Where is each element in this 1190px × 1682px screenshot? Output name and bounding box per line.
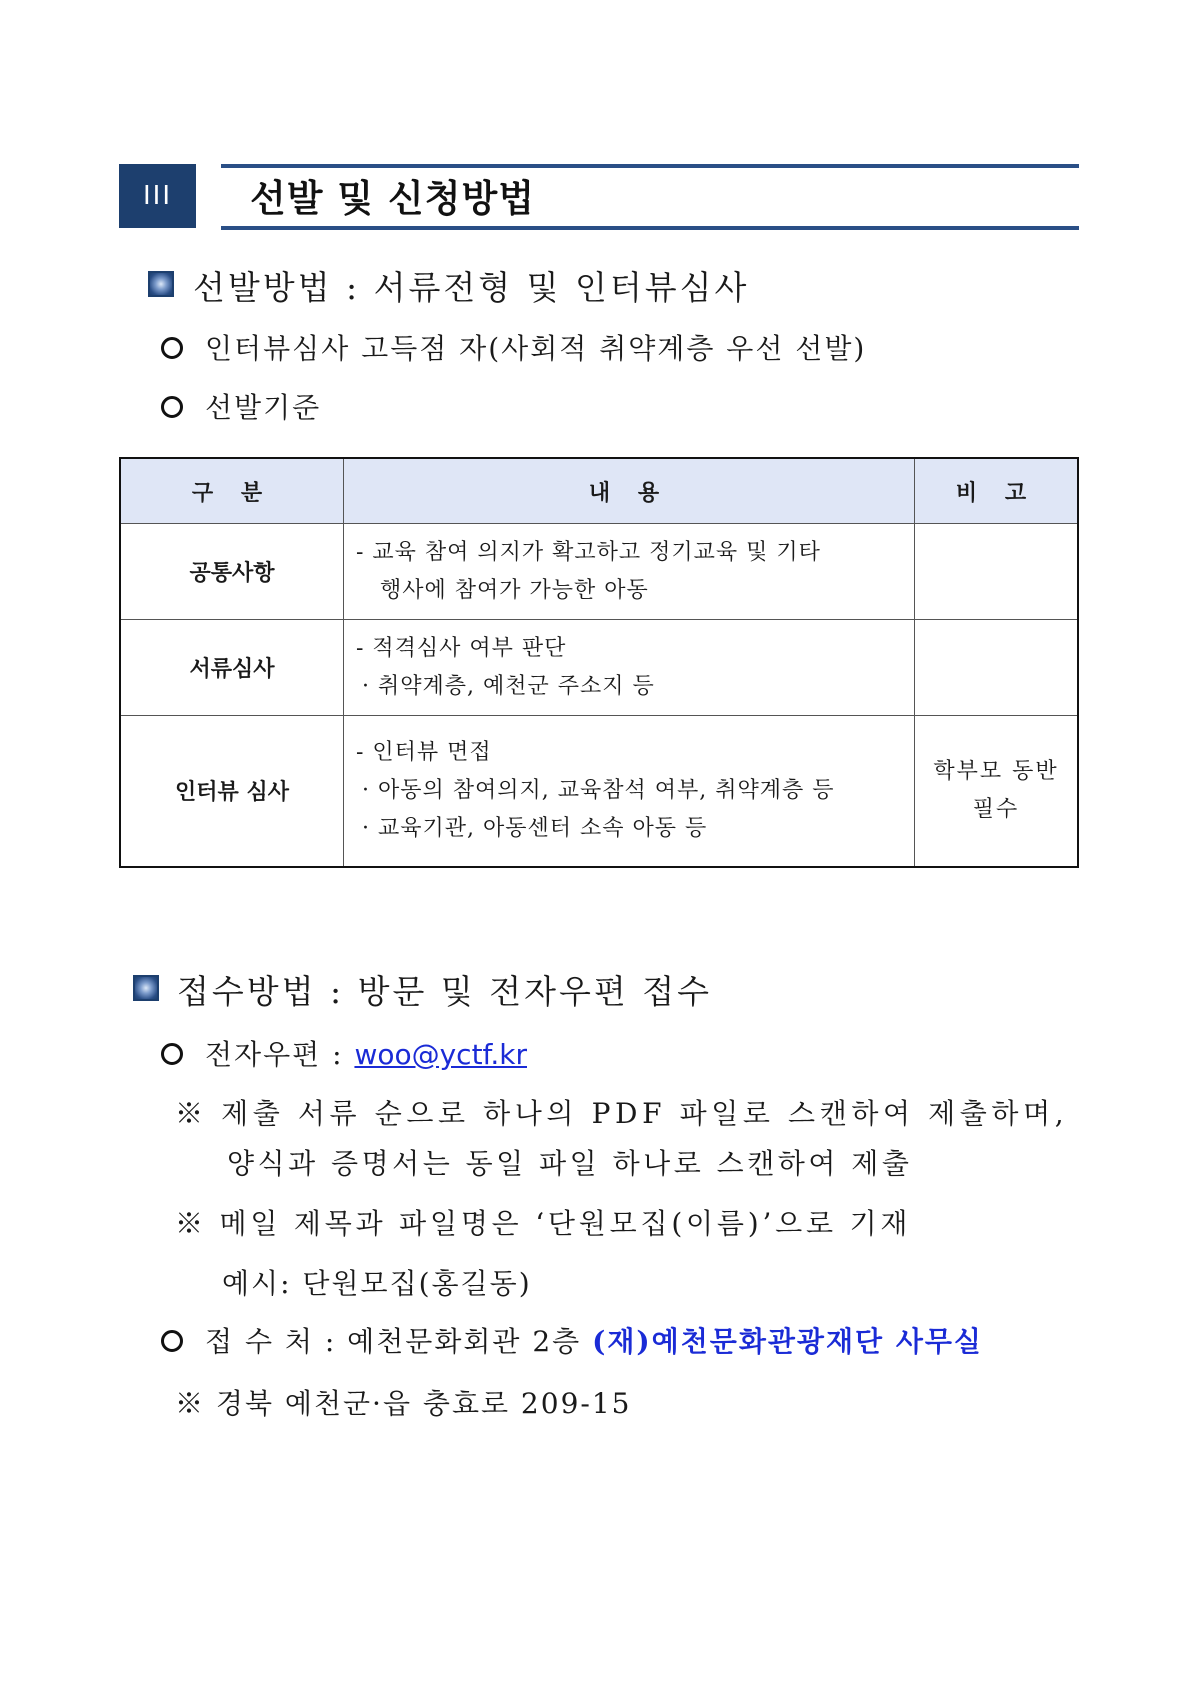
circle-bullet-icon xyxy=(161,1330,183,1352)
table-row xyxy=(120,620,1078,716)
application-heading: 접수방법 : 방문 및 전자우편 접수 xyxy=(177,972,712,1011)
selection-bullet-1: 인터뷰심사 고득점 자(사회적 취약계층 우선 선발) xyxy=(205,332,867,365)
square-bullet-icon xyxy=(148,271,174,297)
selection-bullet-2: 선발기준 xyxy=(205,391,322,424)
note-line: 필수 xyxy=(972,796,1020,822)
content-line: - 적격심사 여부 판단 xyxy=(356,635,567,661)
row-category: 인터뷰 심사 xyxy=(120,716,344,867)
table-row xyxy=(120,524,1078,620)
place-label: 접 수 처 : 예천문화회관 2층 xyxy=(205,1325,593,1358)
square-bullet-icon xyxy=(133,975,159,1001)
note-line: 학부모 동반 xyxy=(933,758,1059,784)
circle-bullet-icon xyxy=(161,337,183,359)
row-category: 서류심사 xyxy=(120,620,344,716)
place-line xyxy=(205,1320,983,1360)
note-1-line-1: ※ 제출 서류 순으로 하나의 PDF 파일로 스캔하여 제출하며, xyxy=(175,1097,1069,1130)
row-note xyxy=(915,716,1079,867)
email-line xyxy=(205,1033,527,1073)
content-line: - 인터뷰 면접 xyxy=(356,739,492,765)
email-label: 전자우편 : xyxy=(205,1038,355,1071)
selection-heading: 선발방법 : 서류전형 및 인터뷰심사 xyxy=(193,268,750,307)
circle-bullet-icon xyxy=(161,1043,183,1065)
row-content xyxy=(344,620,915,716)
criteria-table xyxy=(119,457,1079,868)
section-title: 선발 및 신청방법 xyxy=(250,177,535,220)
header-category: 구 분 xyxy=(120,458,344,524)
row-note xyxy=(915,620,1079,716)
example-line: 예시: 단원모집(홍길동) xyxy=(222,1267,532,1300)
content-line: - 교육 참여 의지가 확고하고 정기교육 및 기타 xyxy=(356,539,821,565)
row-content xyxy=(344,716,915,867)
section-number-box xyxy=(119,164,196,228)
header-content: 내 용 xyxy=(344,458,915,524)
content-line: · 취약계층, 예천군 주소지 등 xyxy=(362,673,655,699)
content-line: · 교육기관, 아동센터 소속 아동 등 xyxy=(362,815,708,841)
address-line: ※ 경북 예천군·읍 충효로 209-15 xyxy=(175,1387,632,1420)
table-header-row xyxy=(120,458,1078,524)
section-number: III xyxy=(142,181,172,211)
email-link[interactable]: woo@yctf.kr xyxy=(354,1038,527,1071)
place-organization: (재)예천문화관광재단 사무실 xyxy=(592,1325,983,1358)
content-line: 행사에 참여가 가능한 아동 xyxy=(380,577,649,603)
header-note: 비 고 xyxy=(915,458,1079,524)
content-line: · 아동의 참여의지, 교육참석 여부, 취약계층 등 xyxy=(362,777,835,803)
row-note xyxy=(915,524,1079,620)
note-2: ※ 메일 제목과 파일명은 ‘단원모집(이름)’으로 기재 xyxy=(175,1207,912,1240)
circle-bullet-icon xyxy=(161,396,183,418)
note-1-line-2: 양식과 증명서는 동일 파일 하나로 스캔하여 제출 xyxy=(227,1147,913,1180)
section-bottom-rule xyxy=(221,226,1079,230)
table-row xyxy=(120,716,1078,867)
row-category: 공통사항 xyxy=(120,524,344,620)
row-content xyxy=(344,524,915,620)
